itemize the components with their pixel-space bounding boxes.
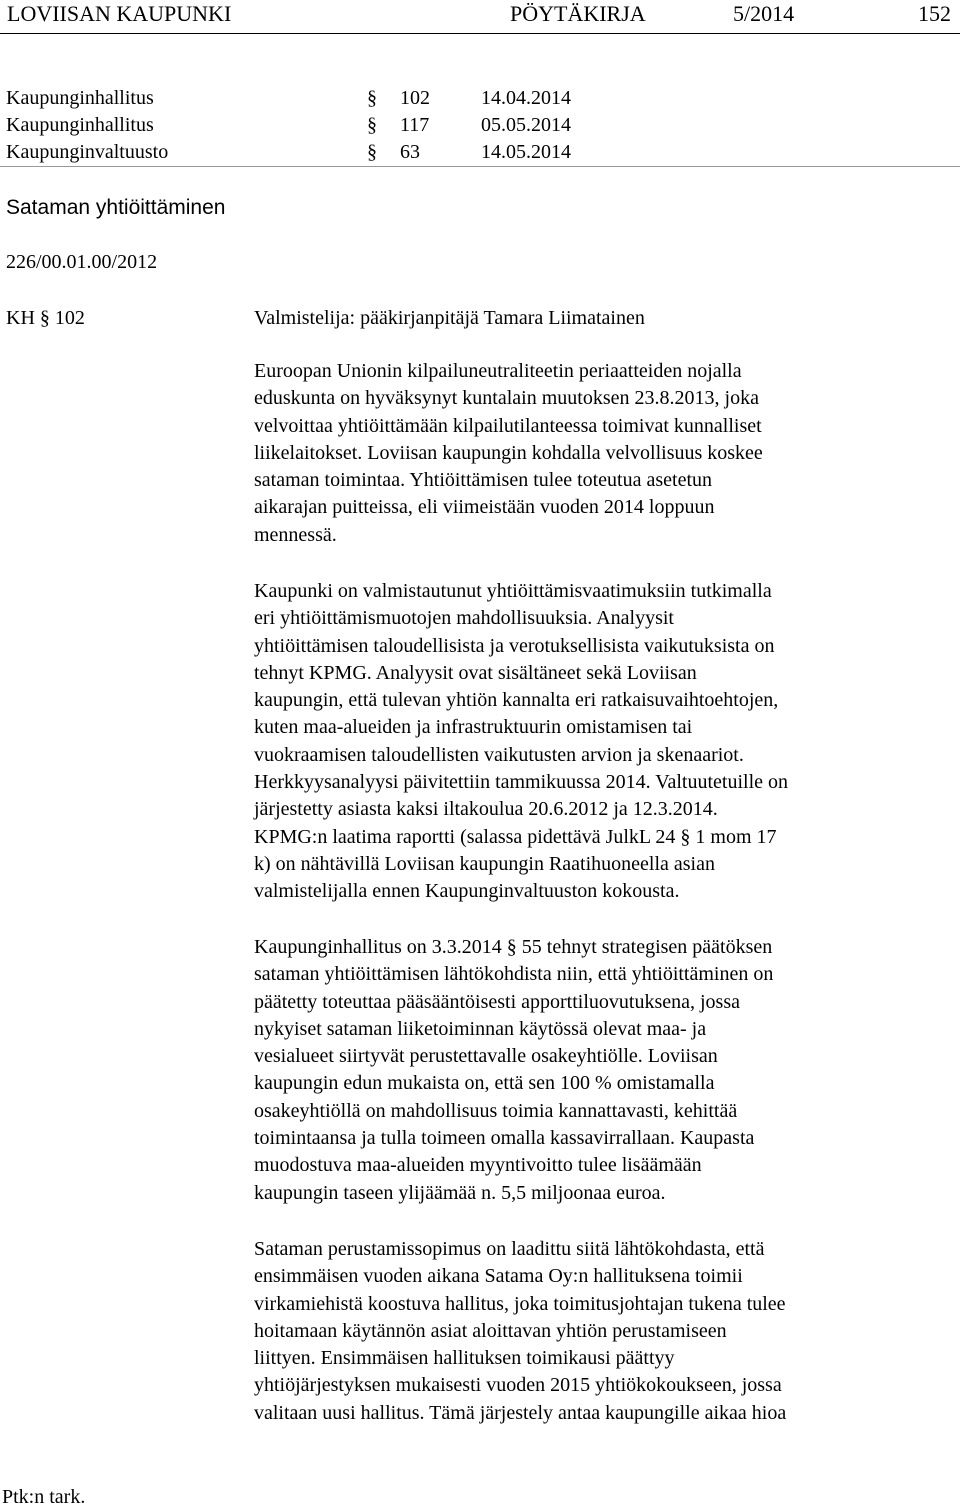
meeting-number: 117 xyxy=(400,114,430,136)
meeting-row xyxy=(0,112,960,139)
header-divider xyxy=(0,33,960,34)
meeting-list xyxy=(0,85,960,166)
section-sign: § xyxy=(367,141,377,163)
text-line: vuokraamisen taloudellisten vaikutusten arvion ja skenaariot. xyxy=(254,743,744,766)
text-line: toimintaansa ja tulla toimeen omalla kassavirrallaan. Kaupasta xyxy=(254,1127,755,1150)
text-line: järjestetty asiasta kaksi iltakoulua 20.6.2012 ja 12.3.2014. xyxy=(254,798,718,821)
text-line: velvoittaa yhtiöittämään kilpailutilanteessa toimivat kunnalliset xyxy=(254,414,762,437)
meeting-row xyxy=(0,139,960,166)
text-line: virkamiehistä koostuva hallitus, joka toimitusjohtajan tukena tulee xyxy=(254,1292,786,1315)
text-line: eri yhtiöittämismuotojen mahdollisuuksia. Analyysit xyxy=(254,607,674,630)
footer-checker-label: Ptk:n tark. xyxy=(2,1486,86,1508)
meeting-row xyxy=(0,85,960,112)
meeting-body: Kaupunginhallitus xyxy=(6,114,154,136)
subject-title: Sataman yhtiöittäminen xyxy=(6,196,226,219)
text-line: valmistelijalla ennen Kaupunginvaltuuston kokousta. xyxy=(254,880,680,903)
text-line: hoitamaan käytännön asiat aloittavan yhtiön perustamiseen xyxy=(254,1319,727,1342)
text-line: ensimmäisen vuoden aikana Satama Oy:n hallituksena toimii xyxy=(254,1265,743,1288)
text-line: sataman yhtiöittämisen lähtökohdista niin, että yhtiöittäminen on xyxy=(254,963,774,986)
meeting-date: 05.05.2014 xyxy=(481,114,571,136)
text-line: liikelaitokset. Loviisan kaupungin kohdalla velvollisuus koskee xyxy=(254,441,763,464)
paragraph-2 xyxy=(254,578,954,906)
text-line: eduskunta on hyväksynyt kuntalain muutoksen 23.8.2013, joka xyxy=(254,387,759,410)
text-line: yhtiöittämisen taloudellisista ja verotuksellisista vaikutuksista on xyxy=(254,634,775,657)
text-line: valitaan uusi hallitus. Tämä järjestely antaa kaupungille aikaa hioa xyxy=(254,1401,787,1424)
text-line: vesialueet siirtyvät perustettavalle osakeyhtiölle. Loviisan xyxy=(254,1045,718,1068)
section-sign: § xyxy=(367,114,377,136)
text-line: kaupungin taseen ylijäämää n. 5,5 miljoonaa euroa. xyxy=(254,1181,666,1204)
paragraph-1 xyxy=(254,358,954,549)
board-section-reference: KH § 102 xyxy=(6,307,85,329)
text-line: muodostuva maa-alueiden myyntivoitto tulee lisäämään xyxy=(254,1154,702,1177)
text-line: k) on nähtävillä Loviisan kaupungin Raatihuoneella asian xyxy=(254,852,715,875)
section-sign: § xyxy=(367,87,377,109)
paragraph-3 xyxy=(254,934,954,1207)
header-issue: 5/2014 xyxy=(733,1,795,26)
text-line: Herkkyysanalyysi päivitettiin tammikuussa 2014. Valtuutetuille on xyxy=(254,771,789,794)
text-line: Kaupunginhallitus on 3.3.2014 § 55 tehnyt strategisen päätöksen xyxy=(254,936,773,958)
text-line: päätetty toteuttaa pääsääntöisesti apporttiluovutuksena, jossa xyxy=(254,990,740,1013)
text-line: nykyiset sataman liiketoiminnan käytössä olevat maa- ja xyxy=(254,1017,707,1040)
meeting-number: 102 xyxy=(400,87,430,109)
document-reference: 226/00.01.00/2012 xyxy=(6,251,158,273)
text-line: mennessä. xyxy=(254,523,337,546)
text-line: Sataman perustamissopimus on laadittu siitä lähtökohdasta, että xyxy=(254,1238,765,1260)
header-doc-type: PÖYTÄKIRJA xyxy=(510,1,646,26)
meeting-divider xyxy=(0,166,960,167)
preparer-line: Valmistelija: pääkirjanpitäjä Tamara Liimatainen xyxy=(254,307,645,329)
header-city: LOVIISAN KAUPUNKI xyxy=(7,1,232,26)
text-line: liittyen. Ensimmäisen hallituksen toimikausi päättyy xyxy=(254,1347,675,1370)
text-line: Euroopan Unionin kilpailuneutraliteetin periaatteiden nojalla xyxy=(254,360,742,382)
meeting-number: 63 xyxy=(400,141,420,163)
text-line: yhtiöjärjestyksen mukaisesti vuoden 2015 yhtiökokoukseen, jossa xyxy=(254,1374,782,1397)
text-line: aikarajan puitteissa, eli viimeistään vuoden 2014 loppuun xyxy=(254,496,715,519)
meeting-body: Kaupunginhallitus xyxy=(6,87,154,109)
text-line: Kaupunki on valmistautunut yhtiöittämisvaatimuksiin tutkimalla xyxy=(254,580,772,602)
meeting-body: Kaupunginvaltuusto xyxy=(6,141,169,163)
text-line: osakeyhtiöllä on mahdollisuus toimia kannattavasti, kehittää xyxy=(254,1099,738,1122)
meeting-date: 14.05.2014 xyxy=(481,141,571,163)
text-line: kaupungin, että tulevan yhtiön kannalta eri ratkaisuvaihtoehtojen, xyxy=(254,689,779,712)
meeting-date: 14.04.2014 xyxy=(481,87,571,109)
text-line: kaupungin edun mukaista on, että sen 100 % omistamalla xyxy=(254,1072,715,1095)
header-page-number: 152 xyxy=(918,1,951,26)
paragraph-4 xyxy=(254,1236,954,1427)
text-line: KPMG:n laatima raportti (salassa pidettävä JulkL 24 § 1 mom 17 xyxy=(254,825,777,848)
text-line: sataman toimintaa. Yhtiöittämisen tulee toteutua asetetun xyxy=(254,469,713,492)
text-line: kuten maa-alueiden ja infrastruktuurin omistamisen tai xyxy=(254,716,693,739)
text-line: tehnyt KPMG. Analyysit ovat sisältäneet sekä Loviisan xyxy=(254,661,697,684)
page-header xyxy=(0,0,960,30)
